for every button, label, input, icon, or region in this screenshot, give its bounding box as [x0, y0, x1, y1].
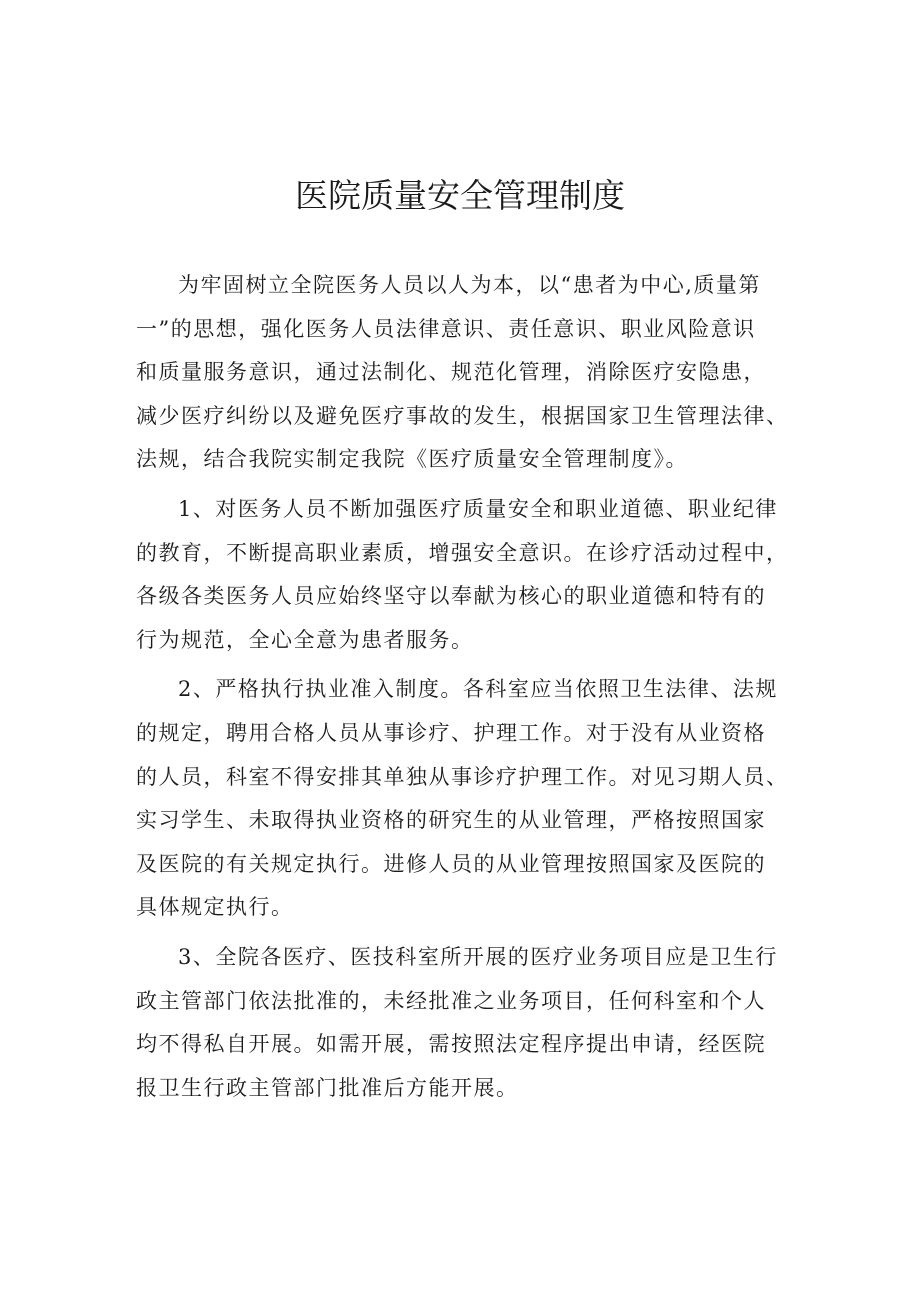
text-line: 均不得私自开展。如需开展，需按照法定程序提出申请，经医院: [136, 1032, 766, 1057]
paragraph-item-1: [136, 488, 796, 662]
text-line: 1、对医务人员不断加强医疗质量安全和职业道德、职业纪律: [178, 496, 778, 521]
text-line: 行为规范，全心全意为患者服务。: [136, 627, 474, 652]
text-line: 具体规定执行。: [136, 895, 294, 920]
document-title: 医院质量安全管理制度: [295, 176, 625, 215]
text-line: 减少医疗纠纷以及避免医疗事故的发生，根据国家卫生管理法律、: [136, 403, 789, 428]
text-line: 的规定，聘用合格人员从事诊疗、护理工作。对于没有从业资格: [136, 720, 766, 745]
text-line: 及医院的有关规定执行。进修人员的从业管理按照国家及医院的: [136, 851, 766, 876]
text-line: 的人员，科室不得安排其单独从事诊疗护理工作。对见习期人员、: [136, 764, 789, 789]
paragraph-intro: [136, 264, 796, 482]
text-line: 政主管部门依法批准的，未经批准之业务项目，任何科室和个人: [136, 988, 766, 1013]
document-body: [136, 264, 796, 1116]
text-line: 报卫生行政主管部门批准后方能开展。: [136, 1075, 519, 1100]
text-line: 的教育，不断提高职业素质，增强安全意识。在诊疗活动过程中，: [136, 540, 789, 565]
text-line: 实习学生、未取得执业资格的研究生的从业管理，严格按照国家: [136, 808, 766, 833]
text-line: 和质量服务意识，通过法制化、规范化管理，消除医疗安隐患，: [136, 360, 766, 385]
text-line: 2、严格执行执业准入制度。各科室应当依照卫生法律、法规: [178, 677, 778, 702]
text-line: 为牢固树立全院医务人员以人为本，以“患者为中心,质量第: [178, 273, 761, 297]
text-line: 3、全院各医疗、医技科室所开展的医疗业务项目应是卫生行: [178, 944, 778, 969]
paragraph-item-2: [136, 668, 796, 930]
text-line: 法规，结合我院实制定我院《医疗质量安全管理制度》。: [136, 447, 688, 472]
text-line: 各级各类医务人员应始终坚守以奉献为核心的职业道德和特有的: [136, 584, 766, 609]
text-line: 一”的思想，强化医务人员法律意识、责任意识、职业风险意识: [136, 316, 756, 341]
paragraph-item-3: [136, 936, 796, 1110]
